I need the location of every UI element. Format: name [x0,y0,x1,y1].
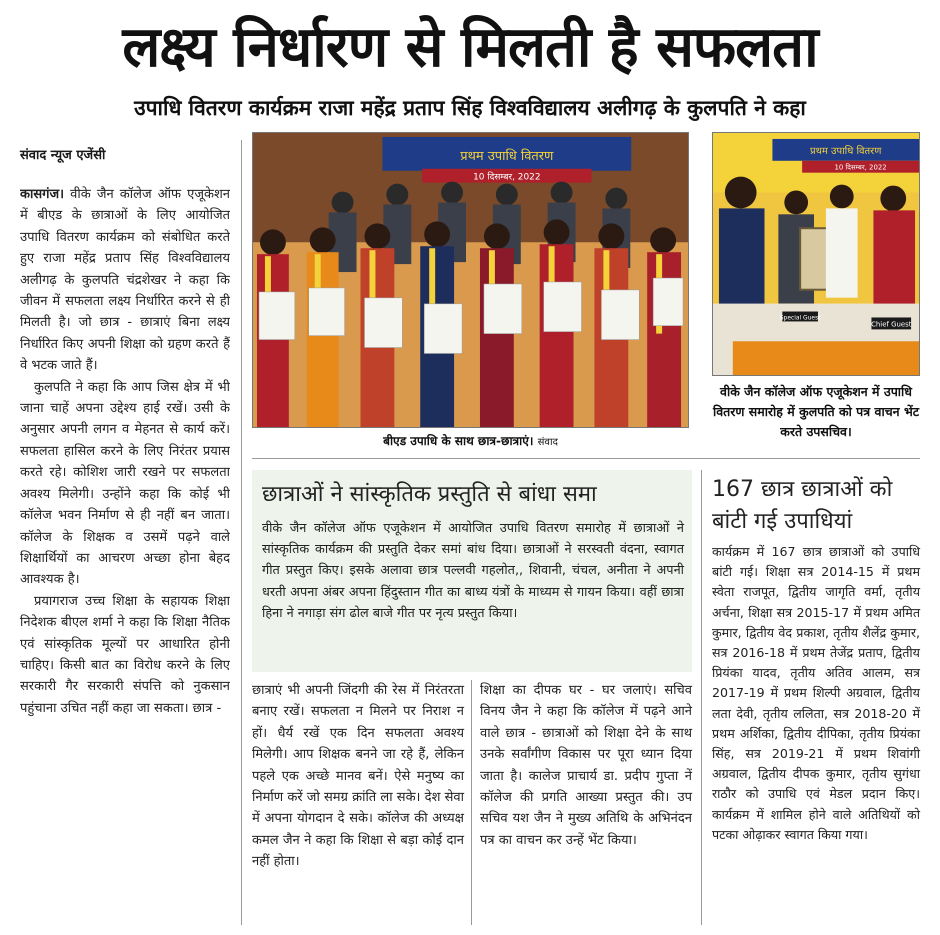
paragraph-3: प्रयागराज उच्च शिक्षा के सहायक शिक्षा निदेशक बीएल शर्मा ने कहा कि शिक्षा नैतिक एवं सांस्कृतिक मूल्यों पर आधारित होनी चाहिए। किसी बात का विरोध करने के लिए सरकारी गैर सरकारी संपत्ति को नुकसान पहुंचाना उचित नहीं कहा जा सकता। छात्र - [20,593,230,716]
paragraph-1: कासगंज। वीके जैन कॉलेज ऑफ एजूकेशन में बीएड के छात्राओं के लिए आयोजित उपाधि वितरण कार्यक्रम को संबोधित करते हुए राजा महेंद्र प्रताप सिंह विश्वविद्यालय अलीगढ़ के कुलपति चंद्रशेखर ने कहा कि जीवन में सफलता लक्ष्य निर्धारित करने से ही मिलती है। जो छात्र - छात्राएं बिना लक्ष्य निर्धारित किए अपनी शिक्षा को ग्रहण करते हैं वे भटक जाते हैं। [20,187,230,374]
column-divider [471,680,472,925]
article-column-3: शिक्षा का दीपक घर - घर जलाएं। सचिव विनय जैन ने कहा कि कॉलेज में पढ़ने आने वाले छात्र - छात्राओं को शिक्षा देने के साथ उनके सर्वांगीण विकास पर पूरा ध्यान दिया जाता है। कालेज प्राचार्य डा. प्रदीप गुप्ता नें कॉलेज की प्रगति आख्या प्रस्तुत की। उप सचिव यश जैन ने मुख्य अतिथि के अभिनंदन पत्र का वाचन कर उन्हें भेंट किया। [480,683,692,848]
column-divider [241,140,242,925]
section-divider [252,458,920,459]
special-guest-tag: Special Guest [779,314,821,322]
dateline: कासगंज। [20,187,65,202]
side-photo-banner-line2: 10 दिसम्बर, 2022 [834,163,887,172]
main-photo-banner-line1: प्रथम उपाधि वितरण [460,148,554,164]
side-story-title: 167 छात्र छात्राओं को बांटी गई उपाधियां [712,477,893,534]
headline: लक्ष्य निर्धारण से मिलती है सफलता [122,15,818,80]
article-column-2: छात्राएं भी अपनी जिंदगी की रेस में निरंतरता बनाए रखें। सफलता न मिलने पर निराश न हों। धैर्य रखें एक दिन सफलता अवश्य मिलेगी। आप शिक्षक बनने जा रहे हैं, लेकिन पहले एक अच्छे मानव बनें। ऐसे मनुष्य का निर्माण करें जो समग्र क्रांति ला सके। देश सेवा में अपना योगदान दे सके। कॉलेज की अध्यक्ष कमल जैन ने कहा कि शिक्षा से बड़ा कोई दान नहीं होता। [252,683,464,870]
main-photo [252,132,689,428]
subheadline: उपाधि वितरण कार्यक्रम राजा महेंद्र प्रताप सिंह विश्वविद्यालय अलीगढ़ के कुलपति ने कहा [134,96,806,120]
paragraph-2: कुलपति ने कहा कि आप जिस क्षेत्र में भी जाना चाहें अपना उद्देश्य हाई रखें। उसी के अनुसार अपनी लगन व मेहनत से कार्य करें। सफलता हासिल करने के लिए निरंतर प्रयास करते रहे। कोशिश जारी रखने पर सफलता अवश्य मिलेगी। उन्होंने कहा कि कोई भी कॉलेज भवन निर्माण से ही नहीं बन जाता। कॉलेज के शिक्षक व उसमें पढ़ने वाले शिक्षार्थियों का आचरण अच्छा होना बेहद आवश्यक है। [20,379,230,588]
side-story-body: कार्यक्रम में 167 छात्र छात्राओं को उपाधि बांटी गई। शिक्षा सत्र 2014-15 में प्रथम स्वेता राजपूत, द्वितीय जागृति वर्मा, तृतीय अर्चना, शिक्षा सत्र 2015-17 में प्रथम अमित कुमार, द्वितीय वेद प्रकाश, तृतीय शैलेंद्र कुमार, सत्र 2016-18 में प्रथम तेजेंद्र प्रताप, द्वितीय प्रियंका यादव, तृतीय अतिव आलम, सत्र 2017-19 में प्रथम शिल्पी अग्रवाल, द्वितीय लता देवी, तृतीय ललिता, सत्र 2018-20 में प्रथम अर्शिका, द्वितीय दीपिका, तृतीय प्रियंका सिंह, सत्र 2019-21 में प्रथम शिवांगी अग्रवाल, द्वितीय दीपक कुमार, तृतीय सुगंधा राठौर को उपाधि एवं मेडल प्रदान किए। कार्यक्रम में शामिल होने वाले अतिथियों को पटका ओढ़ाकर स्वागत किया गया। [712,544,920,842]
box-body: वीके जैन कॉलेज ऑफ एजूकेशन में आयोजित उपाधि वितरण समारोह में छात्राओं ने सांस्कृतिक कार्यक्रम की प्रस्तुति देकर समां बांध दिया। छात्राओं ने सरस्वती वंदना, स्वागत गीत प्रस्तुत किए। इसके अलावा छात्र पल्लवी गहलोत,, शिवानी, चंचल, अनीता ने अपनी धरती अपना अंबर अपना हिंदुस्तान गीत का बाध्य यंत्रों के माध्यम से गायन किया। वहीं छात्रा हिना ने नगाड़ा संग ढोल बाजे गीत पर नृत्य प्रस्तुत किया। [262,521,684,621]
side-photo-banner-line1: प्रथम उपाधि वितरण [810,145,882,157]
article-column-1 [20,184,230,924]
main-photo-caption: बीएड उपाधि के साथ छात्र-छात्राएं। संवाद [383,434,558,448]
box-title: छात्राओं ने सांस्कृतिक प्रस्तुति से बांधा समा [262,482,597,507]
side-photo [712,132,920,376]
main-photo-banner-line2: 10 दिसम्बर, 2022 [473,172,541,183]
column-divider [701,470,702,925]
side-photo-caption: वीके जैन कॉलेज ऑफ एजूकेशन में उपाधि वितरण समारोह में कुलपति को पत्र वाचन भेंट करते उपसचिव। [712,384,920,439]
chief-guest-tag: Chief Guest [871,320,912,329]
byline: संवाद न्यूज एजेंसी [20,148,106,163]
photo-credit: संवाद [537,437,558,448]
